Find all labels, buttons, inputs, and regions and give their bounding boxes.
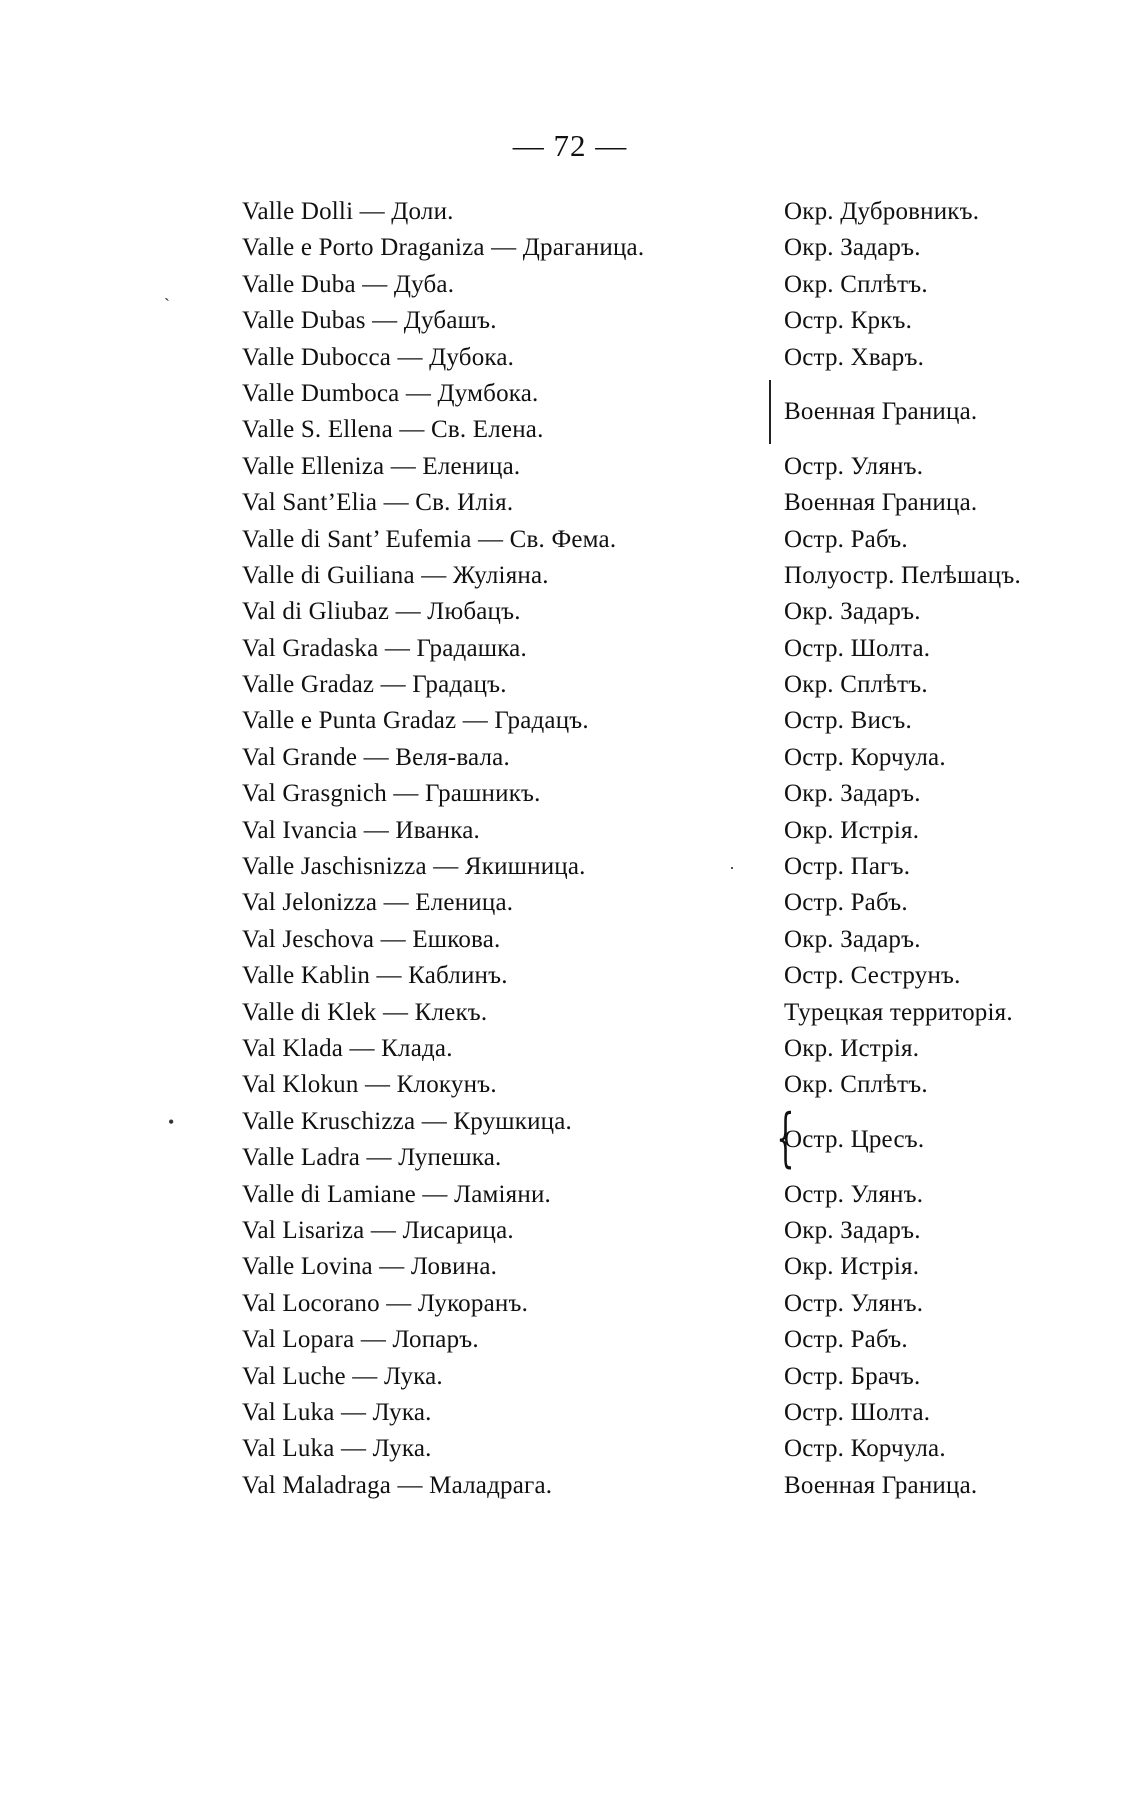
region: Остр. Улянъ. xyxy=(784,1180,924,1208)
place-name: Val Lisariza — Лисарица. xyxy=(242,1216,514,1244)
place-name: Valle Dubocca — Дубока. xyxy=(242,343,515,371)
region: Окр. Истрія. xyxy=(784,1253,920,1281)
place-name: Val Maladraga — Маладрага. xyxy=(242,1471,553,1499)
region: Окр. Сплѣтъ. xyxy=(784,270,928,298)
region: Остр. Брачъ. xyxy=(784,1362,921,1390)
list-item xyxy=(0,194,1140,230)
place-name: Valle e Punta Gradaz — Градацъ. xyxy=(242,707,589,735)
list-item xyxy=(0,995,1140,1031)
stray-mark: ˋ xyxy=(164,295,170,315)
region: Остр. Корчула. xyxy=(784,1435,946,1463)
list-item xyxy=(0,667,1140,703)
place-name: Val Gradaska — Градашка. xyxy=(242,634,527,662)
list-item xyxy=(0,303,1140,339)
list-item xyxy=(0,1213,1140,1249)
region: Турецкая территорія. xyxy=(784,998,1013,1026)
place-name: Valle S. Ellena — Св. Елена. xyxy=(242,416,544,444)
list-item xyxy=(0,340,1140,376)
place-name: Valle di Klek — Клекъ. xyxy=(242,998,488,1026)
place-name: Valle Ladra — Лупешка. xyxy=(242,1144,502,1172)
place-name: Valle Elleniza — Еленица. xyxy=(242,452,521,480)
region: Окр. Сплѣтъ. xyxy=(784,1071,928,1099)
place-name: Val Locorano — Лукоранъ. xyxy=(242,1289,529,1317)
region: Окр. Задаръ. xyxy=(784,780,921,808)
place-name: Val Klokun — Клокунъ. xyxy=(242,1071,497,1099)
place-name: Val Jeschova — Ешкова. xyxy=(242,925,501,953)
region: Остр. Улянъ. xyxy=(784,1289,924,1317)
region: Военная Граница. xyxy=(784,397,978,425)
list-item xyxy=(0,1431,1140,1467)
region: Окр. Сплѣтъ. xyxy=(784,671,928,699)
place-name: Valle e Porto Draganiza — Драганица. xyxy=(242,234,645,262)
list-item xyxy=(0,594,1140,630)
place-name: Valle di Lamiane — Ламіяни. xyxy=(242,1180,551,1208)
region: Остр. Цресъ. xyxy=(784,1125,925,1153)
place-name: Valle Kablin — Каблинъ. xyxy=(242,962,508,990)
place-name: Valle Kruschizza — Крушкица. xyxy=(242,1107,573,1135)
bracket-line xyxy=(769,380,781,444)
list-item xyxy=(0,1031,1140,1067)
region: Военная Граница. xyxy=(784,489,978,517)
bracketed-entry-group xyxy=(0,376,1140,449)
region: Окр. Задаръ. xyxy=(784,234,921,262)
list-item xyxy=(0,267,1140,303)
region: Остр. Шолта. xyxy=(784,634,931,662)
list-item xyxy=(0,522,1140,558)
region: Остр. Рабъ. xyxy=(784,889,908,917)
region: Остр. Корчула. xyxy=(784,743,946,771)
region: Остр. Кркъ. xyxy=(784,307,913,335)
stray-dot: • xyxy=(168,1112,175,1132)
list-item xyxy=(0,1468,1140,1504)
list-item xyxy=(0,776,1140,812)
list-item xyxy=(0,885,1140,921)
list-item xyxy=(0,1359,1140,1395)
list-item xyxy=(0,740,1140,776)
place-name: Valle Jaschisnizza — Якишница. xyxy=(242,853,586,881)
list-item xyxy=(0,1249,1140,1285)
region: Остр. Висъ. xyxy=(784,707,912,735)
region: Остр. Хваръ. xyxy=(784,343,925,371)
place-name: Val Luka — Лука. xyxy=(242,1398,432,1426)
stray-dot: · xyxy=(729,858,735,878)
list-item xyxy=(0,1286,1140,1322)
region: Остр. Улянъ. xyxy=(784,452,924,480)
list-item xyxy=(0,631,1140,667)
place-name: Val di Gliubaz — Любацъ. xyxy=(242,598,521,626)
page-number: — 72 — xyxy=(512,128,628,163)
place-name: Val Luka — Лука. xyxy=(242,1435,432,1463)
place-name: Valle Dolli — Доли. xyxy=(242,198,454,225)
region: Остр. Пагъ. xyxy=(784,853,911,881)
list-item xyxy=(0,922,1140,958)
place-name: Valle di Guiliana — Жуліяна. xyxy=(242,561,549,589)
list-item xyxy=(0,230,1140,266)
region: Окр. Дубровникъ. xyxy=(784,198,980,225)
list-item xyxy=(0,1322,1140,1358)
list-item xyxy=(0,958,1140,994)
region: Остр. Рабъ. xyxy=(784,525,908,553)
list-item xyxy=(0,558,1140,594)
place-name: Valle Dubas — Дубашъ. xyxy=(242,307,497,335)
place-name: Val Sant’Elia — Св. Илія. xyxy=(242,489,514,517)
region: Окр. Задаръ. xyxy=(784,598,921,626)
curly-brace: { xyxy=(776,1100,795,1175)
region: Окр. Задаръ. xyxy=(784,925,921,953)
region: Окр. Задаръ. xyxy=(784,1216,921,1244)
place-name: Valle Duba — Дуба. xyxy=(242,270,455,298)
place-name: Valle Gradaz — Градацъ. xyxy=(242,671,507,699)
region: Остр. Рабъ. xyxy=(784,1326,908,1354)
region: Остр. Шолта. xyxy=(784,1398,931,1426)
place-name: Val Ivancia — Иванка. xyxy=(242,816,480,844)
region: Окр. Истрія. xyxy=(784,816,920,844)
list-item xyxy=(0,849,1140,885)
list-item xyxy=(0,449,1140,485)
place-name: Valle Dumboca — Думбока. xyxy=(242,379,539,407)
region: Остр. Сеструнъ. xyxy=(784,962,961,990)
place-name: Val Grande — Веля-вала. xyxy=(242,743,510,771)
place-name: Val Grasgnich — Грашникъ. xyxy=(242,780,541,808)
gazetteer-entries xyxy=(0,194,1140,1504)
place-name: Val Luche — Лука. xyxy=(242,1362,443,1390)
list-item xyxy=(0,813,1140,849)
place-name: Val Jelonizza — Еленица. xyxy=(242,889,514,917)
list-item xyxy=(0,485,1140,521)
place-name: Val Klada — Клада. xyxy=(242,1035,453,1062)
list-item xyxy=(0,1067,1140,1103)
place-name: Valle di Sant’ Eufemia — Св. Фема. xyxy=(242,525,617,553)
place-name: Valle Lovina — Ловина. xyxy=(242,1253,498,1281)
region: Полуостр. Пелѣшацъ. xyxy=(784,561,1021,589)
region: Окр. Истрія. xyxy=(784,1035,920,1062)
list-item xyxy=(0,703,1140,739)
list-item xyxy=(0,1395,1140,1431)
region: Военная Граница. xyxy=(784,1471,978,1499)
place-name: Val Lopara — Лопаръ. xyxy=(242,1326,479,1354)
list-item xyxy=(0,1177,1140,1213)
